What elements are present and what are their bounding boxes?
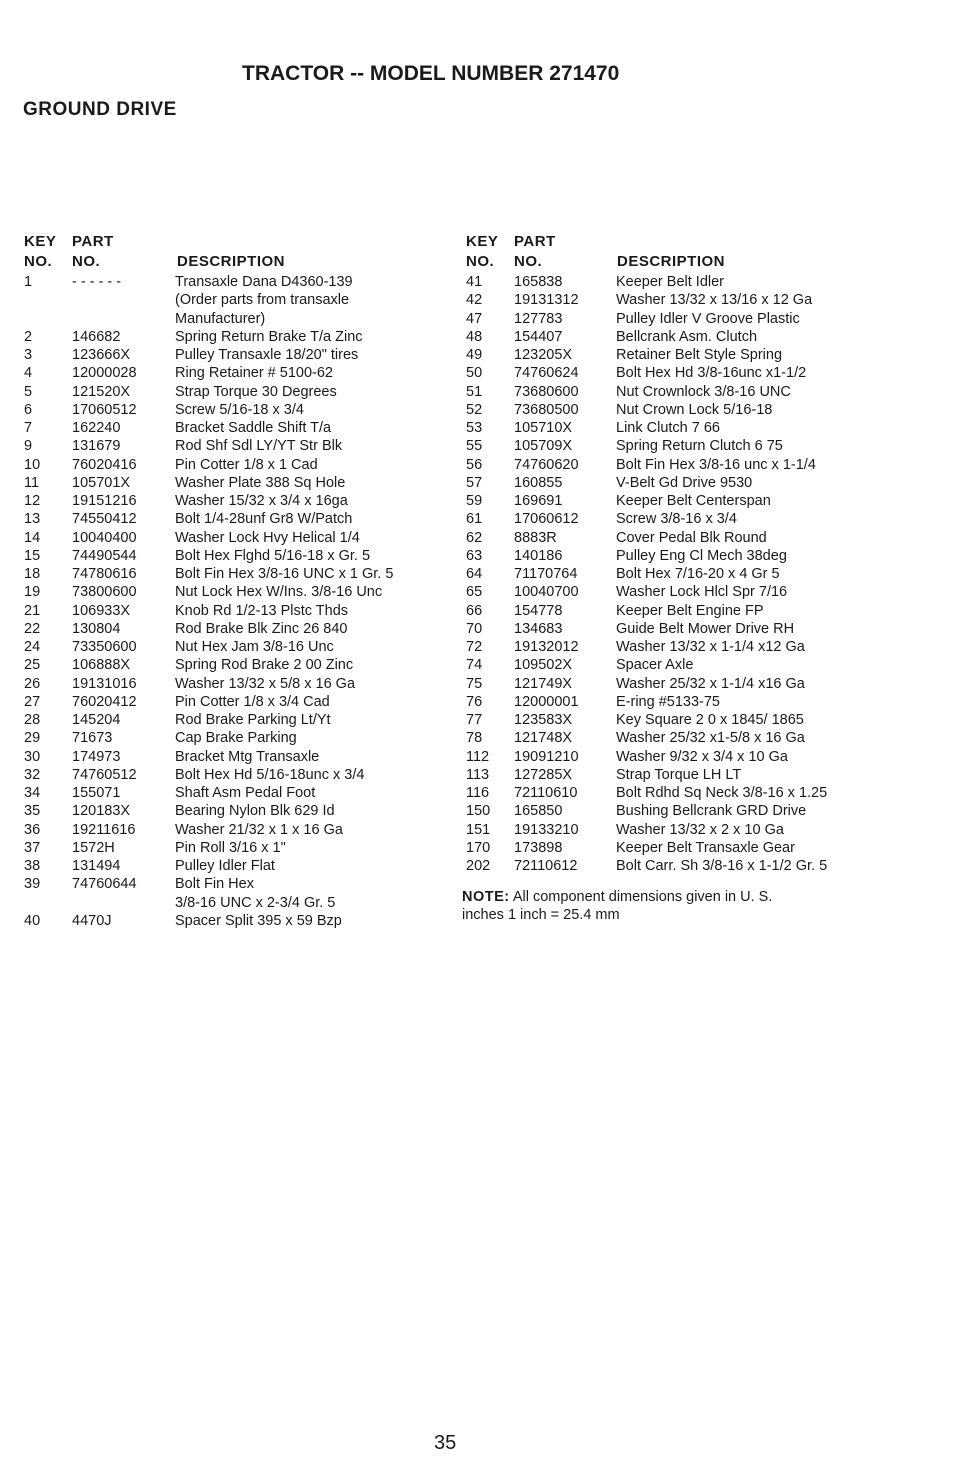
table-row: [22, 912, 442, 930]
description-cell: Nut Hex Jam 3/8-16 Unc: [175, 639, 334, 655]
table-row: [22, 711, 442, 729]
description-cell: Washer Lock Hvy Helical 1/4: [175, 529, 360, 546]
description-cell: Nut Crown Lock 5/16-18: [616, 401, 773, 418]
key-no-cell: 42: [466, 292, 483, 309]
description-cell: Nut Crownlock 3/8-16 UNC: [616, 383, 791, 400]
description-cell: Bolt Fin Hex 3/8-16 unc x 1-1/4: [616, 456, 816, 473]
part-no-cell: 19133210: [514, 821, 579, 838]
description-cell: Cap Brake Parking: [175, 730, 297, 747]
table-row: [22, 364, 442, 382]
part-no-cell: 105701X: [72, 474, 131, 491]
part-no-cell: 154778: [514, 602, 563, 619]
part-no-cell: 74490544: [72, 547, 137, 564]
table-row: [464, 839, 904, 857]
table-row: [464, 310, 904, 328]
rows-right: [464, 273, 904, 875]
key-no-cell: 62: [466, 529, 483, 546]
table-row: [22, 456, 442, 474]
description-cell: Rod Brake Blk Zinc 26 840: [175, 620, 348, 637]
part-header: PART: [72, 233, 114, 250]
key-no-cell: 65: [466, 584, 483, 601]
table-row: [464, 748, 904, 766]
key-no-cell: 116: [466, 785, 490, 801]
description-cell: Washer 25/32 x 1-1/4 x16 Ga: [616, 675, 805, 692]
part-no-cell: 19131312: [514, 292, 579, 309]
part-no-cell: 131494: [72, 858, 121, 874]
key-no-cell: 34: [24, 785, 41, 801]
part-no-cell: 105709X: [514, 438, 573, 455]
table-row: [464, 474, 904, 492]
key-no-cell: 202: [466, 858, 491, 874]
table-row: [22, 675, 442, 693]
key-no-cell: 35: [24, 803, 41, 820]
part-no-cell: 120183X: [72, 803, 131, 820]
note-label: NOTE:: [462, 889, 510, 905]
description-cell: Spring Return Clutch 6 75: [616, 438, 783, 455]
part-no-cell: 154407: [514, 328, 563, 345]
table-row: [22, 857, 442, 875]
page-title: TRACTOR -- MODEL NUMBER 271470: [242, 62, 620, 85]
key-no-cell: 21: [24, 602, 41, 619]
part-no-cell: 155071: [72, 785, 121, 801]
description-cell: Bolt 1/4-28unf Gr8 W/Patch: [175, 511, 353, 528]
description-cell: Bolt Carr. Sh 3/8-16 x 1-1/2 Gr. 5: [616, 858, 828, 874]
table-row: [464, 602, 904, 620]
table-row: [22, 346, 442, 364]
table-row: [22, 328, 442, 346]
description-cell: Shaft Asm Pedal Foot: [175, 785, 316, 801]
part-no-cell: 173898: [514, 839, 563, 856]
part-no-cell: 8883R: [514, 529, 557, 546]
key-no-cell: 77: [466, 712, 483, 728]
description-cell: Washer Plate 388 Sq Hole: [175, 474, 346, 491]
table-row: [22, 821, 442, 839]
description-cell: Pulley Transaxle 18/20" tires: [175, 347, 359, 363]
description-cell: Washer Lock Hlcl Spr 7/16: [616, 584, 788, 601]
table-row: [464, 328, 904, 346]
table-row: [22, 401, 442, 419]
part-no-cell: 19132012: [514, 639, 579, 655]
key-no-cell: 78: [466, 730, 483, 747]
part-no-cell: 127285X: [514, 766, 573, 783]
description-cell: Guide Belt Mower Drive RH: [616, 620, 795, 637]
part-no-cell: 146682: [72, 328, 121, 345]
table-row: [22, 875, 442, 893]
description-cell: Cover Pedal Blk Round: [616, 529, 767, 546]
part-no-cell: 145204: [72, 712, 121, 728]
key-no-cell: 1: [24, 274, 33, 290]
description-cell: Bolt Hex 7/16-20 x 4 Gr 5: [616, 566, 780, 582]
description-cell: Bolt Hex Flghd 5/16-18 x Gr. 5: [175, 547, 371, 564]
table-row: [22, 839, 442, 857]
key-no-cell: 53: [466, 420, 483, 436]
description-cell: Bellcrank Asm. Clutch: [616, 328, 758, 345]
description-cell: Bearing Nylon Blk 629 Id: [175, 803, 335, 820]
table-row: [464, 784, 904, 802]
table-row: [22, 766, 442, 784]
part-no-cell: 160855: [514, 474, 563, 491]
part-no-cell: 19151216: [72, 493, 137, 509]
key-no-cell: 52: [466, 401, 483, 418]
part-no-cell: 134683: [514, 620, 563, 637]
description-cell: Pulley Idler Flat: [175, 858, 275, 874]
part-no-cell: 123666X: [72, 347, 131, 363]
description-cell: Bolt Fin Hex 3/8-16 UNC x 1 Gr. 5: [175, 566, 394, 582]
table-row: [464, 711, 904, 729]
table-row: [22, 894, 442, 912]
key-no-cell: 72: [466, 639, 483, 655]
key-no-cell: 7: [24, 420, 33, 436]
table-header-left: [22, 233, 442, 273]
key-no-cell: 50: [466, 365, 483, 382]
part-no-cell: 106888X: [72, 657, 131, 674]
table-row: [22, 437, 442, 455]
key-no-cell: 22: [24, 620, 41, 637]
table-row: [22, 529, 442, 547]
table-row: [464, 273, 904, 291]
key-no-cell: 151: [466, 821, 491, 838]
part-no-cell: 19131016: [72, 675, 137, 692]
key-no-cell: 24: [24, 639, 41, 655]
description-cell: Pin Cotter 1/8 x 3/4 Cad: [175, 693, 330, 710]
part-no-cell: 19091210: [514, 748, 579, 765]
description-cell: Bushing Bellcrank GRD Drive: [616, 803, 807, 820]
description-cell: Rod Brake Parking Lt/Yt: [175, 712, 331, 728]
description-cell: Bracket Mtg Transaxle: [175, 748, 320, 765]
table-row: [22, 620, 442, 638]
part-no-cell: 105710X: [514, 420, 573, 436]
key-no-cell: 59: [466, 493, 483, 509]
key-no-cell: 74: [466, 657, 483, 674]
table-row: [22, 656, 442, 674]
part-header: PART: [514, 233, 556, 250]
table-row: [22, 638, 442, 656]
description-cell: Manufacturer): [175, 310, 266, 327]
key-no-cell: 3: [24, 347, 33, 363]
part-no-header: NO.: [72, 253, 101, 270]
description-cell: Bolt Rdhd Sq Neck 3/8-16 x 1.25: [616, 785, 828, 801]
description-cell: Pulley Eng Cl Mech 38deg: [616, 547, 787, 564]
description-cell: Screw 3/8-16 x 3/4: [616, 511, 737, 528]
key-no-cell: 28: [24, 712, 41, 728]
key-no-cell: 2: [24, 328, 33, 345]
description-cell: Washer 9/32 x 3/4 x 10 Ga: [616, 748, 788, 765]
part-no-cell: 10040400: [72, 529, 137, 546]
part-no-cell: 73800600: [72, 584, 137, 601]
table-row: [22, 802, 442, 820]
part-no-cell: 123583X: [514, 712, 573, 728]
part-no-cell: 121749X: [514, 675, 573, 692]
table-row: [464, 346, 904, 364]
part-no-cell: 174973: [72, 748, 121, 765]
part-no-cell: 165838: [514, 274, 563, 290]
parts-table-right: [464, 233, 904, 875]
part-no-cell: 72110612: [514, 858, 578, 874]
table-row: [464, 437, 904, 455]
description-cell: Key Square 2 0 x 1845/ 1865: [616, 712, 804, 728]
note-line-2: inches 1 inch = 25.4 mm: [462, 907, 620, 923]
part-no-cell: 127783: [514, 310, 563, 327]
description-cell: Washer 13/32 x 13/16 x 12 Ga: [616, 292, 813, 309]
key-no-cell: 48: [466, 328, 483, 345]
key-no-cell: 10: [24, 456, 41, 473]
part-no-cell: 109502X: [514, 657, 573, 674]
table-row: [464, 291, 904, 309]
part-no-cell: 74780616: [72, 566, 137, 582]
description-cell: Spring Return Brake T/a Zinc: [175, 328, 363, 345]
part-no-cell: 10040700: [514, 584, 579, 601]
description-cell: V-Belt Gd Drive 9530: [616, 474, 753, 491]
key-no-cell: 170: [466, 839, 491, 856]
table-row: [464, 510, 904, 528]
description-cell: Link Clutch 7 66: [616, 420, 720, 436]
table-row: [22, 565, 442, 583]
page-number: 35: [434, 1432, 457, 1454]
key-no-cell: 41: [466, 274, 483, 290]
table-row: [22, 729, 442, 747]
key-no-cell: 39: [24, 876, 41, 893]
description-header: DESCRIPTION: [617, 253, 726, 270]
part-no-cell: 72110610: [514, 785, 578, 801]
table-row: [464, 693, 904, 711]
table-row: [22, 510, 442, 528]
key-no-cell: 6: [24, 401, 33, 418]
description-cell: Screw 5/16-18 x 3/4: [175, 401, 304, 418]
description-cell: Retainer Belt Style Spring: [616, 347, 783, 363]
part-no-header: NO.: [514, 253, 543, 270]
table-row: [464, 492, 904, 510]
description-cell: Pin Cotter 1/8 x 1 Cad: [175, 456, 318, 473]
description-cell: Washer 13/32 x 5/8 x 16 Ga: [175, 675, 356, 692]
key-no-cell: 14: [24, 529, 41, 546]
key-no-cell: 61: [466, 511, 483, 528]
table-row: [22, 547, 442, 565]
table-row: [22, 383, 442, 401]
key-no-cell: 15: [24, 547, 41, 564]
part-no-cell: 123205X: [514, 347, 573, 363]
key-no-cell: 49: [466, 347, 483, 363]
table-header-right: [464, 233, 904, 273]
key-no-cell: 26: [24, 675, 41, 692]
key-no-cell: 29: [24, 730, 41, 747]
part-no-cell: 106933X: [72, 602, 131, 619]
part-no-cell: 121520X: [72, 383, 131, 400]
part-no-cell: 73680600: [514, 383, 579, 400]
part-no-cell: 74760624: [514, 365, 579, 382]
key-no-cell: 4: [24, 365, 33, 382]
table-row: [22, 748, 442, 766]
table-row: [464, 583, 904, 601]
part-no-cell: - - - - - -: [72, 274, 122, 290]
dimension-note: [462, 888, 842, 924]
key-no-header: NO.: [466, 253, 495, 270]
description-cell: Knob Rd 1/2-13 Plstc Thds: [175, 602, 349, 619]
key-no-cell: 55: [466, 438, 483, 455]
key-no-header: NO.: [24, 253, 53, 270]
description-cell: Washer 21/32 x 1 x 16 Ga: [175, 821, 343, 838]
description-cell: Bolt Hex Hd 5/16-18unc x 3/4: [175, 766, 365, 783]
description-cell: (Order parts from transaxle: [175, 292, 350, 309]
rows-left: [22, 273, 442, 930]
table-row: [464, 565, 904, 583]
part-no-cell: 74550412: [72, 511, 137, 528]
description-cell: Bracket Saddle Shift T/a: [175, 420, 332, 436]
section-title: GROUND DRIVE: [23, 99, 177, 120]
description-cell: Spacer Axle: [616, 657, 694, 674]
key-no-cell: 56: [466, 456, 483, 473]
description-cell: Nut Lock Hex W/Ins. 3/8-16 Unc: [175, 584, 383, 601]
table-row: [22, 693, 442, 711]
key-no-cell: 9: [24, 438, 33, 455]
table-row: [464, 529, 904, 547]
part-no-cell: 12000001: [514, 693, 579, 710]
table-row: [464, 620, 904, 638]
key-no-cell: 66: [466, 602, 483, 619]
key-no-cell: 63: [466, 547, 483, 564]
table-row: [22, 784, 442, 802]
key-no-cell: 113: [466, 766, 490, 783]
table-row: [464, 656, 904, 674]
description-cell: Keeper Belt Engine FP: [616, 602, 764, 619]
description-cell: Spacer Split 395 x 59 Bzp: [175, 912, 342, 929]
part-no-cell: 73680500: [514, 401, 579, 418]
table-row: [464, 547, 904, 565]
key-no-cell: 27: [24, 693, 41, 710]
part-no-cell: 131679: [72, 438, 121, 455]
description-cell: Pin Roll 3/16 x 1": [175, 839, 286, 856]
table-row: [464, 675, 904, 693]
description-cell: Keeper Belt Transaxle Gear: [616, 839, 795, 856]
part-no-cell: 162240: [72, 420, 121, 436]
key-no-cell: 57: [466, 474, 483, 491]
note-line-1: All component dimensions given in U. S.: [512, 889, 773, 905]
table-row: [22, 419, 442, 437]
key-no-cell: 12: [24, 493, 41, 509]
key-no-cell: 40: [24, 912, 41, 929]
part-no-cell: 76020412: [72, 693, 137, 710]
table-row: [464, 383, 904, 401]
part-no-cell: 73350600: [72, 639, 137, 655]
table-row: [464, 729, 904, 747]
table-row: [22, 492, 442, 510]
description-cell: Bolt Hex Hd 3/8-16unc x1-1/2: [616, 365, 807, 382]
table-row: [22, 273, 442, 291]
key-header: KEY: [24, 233, 57, 250]
description-cell: Washer 25/32 x1-5/8 x 16 Ga: [616, 730, 805, 747]
table-row: [22, 583, 442, 601]
description-cell: Bolt Fin Hex: [175, 876, 254, 893]
description-cell: Rod Shf Sdl LY/YT Str Blk: [175, 438, 343, 455]
key-no-cell: 18: [24, 566, 41, 582]
part-no-cell: 121748X: [514, 730, 573, 747]
key-no-cell: 5: [24, 383, 33, 400]
part-no-cell: 4470J: [72, 912, 112, 929]
description-cell: Washer 13/32 x 1-1/4 x12 Ga: [616, 639, 805, 655]
description-cell: 3/8-16 UNC x 2-3/4 Gr. 5: [175, 894, 336, 911]
part-no-cell: 165850: [514, 803, 563, 820]
key-no-cell: 13: [24, 511, 41, 528]
part-no-cell: 169691: [514, 493, 563, 509]
description-cell: Pulley Idler V Groove Plastic: [616, 310, 800, 327]
key-no-cell: 30: [24, 748, 41, 765]
description-cell: Keeper Belt Centerspan: [616, 493, 771, 509]
table-row: [464, 857, 904, 875]
description-cell: Ring Retainer # 5100-62: [175, 365, 333, 382]
table-row: [464, 419, 904, 437]
part-no-cell: 1572H: [72, 839, 115, 856]
part-no-cell: 74760620: [514, 456, 579, 473]
table-row: [464, 638, 904, 656]
part-no-cell: 19211616: [72, 821, 136, 838]
key-no-cell: 150: [466, 803, 491, 820]
description-cell: Strap Torque 30 Degrees: [175, 383, 337, 400]
key-no-cell: 11: [24, 474, 40, 491]
key-header: KEY: [466, 233, 499, 250]
key-no-cell: 25: [24, 657, 41, 674]
parts-table-left: [22, 233, 442, 930]
part-no-cell: 74760644: [72, 876, 137, 893]
description-cell: Keeper Belt Idler: [616, 274, 725, 290]
table-row: [464, 802, 904, 820]
table-row: [22, 474, 442, 492]
key-no-cell: 36: [24, 821, 41, 838]
part-no-cell: 140186: [514, 547, 563, 564]
part-no-cell: 17060612: [514, 511, 579, 528]
key-no-cell: 38: [24, 858, 41, 874]
part-no-cell: 74760512: [72, 766, 137, 783]
part-no-cell: 71170764: [514, 566, 578, 582]
key-no-cell: 75: [466, 675, 483, 692]
key-no-cell: 51: [466, 383, 483, 400]
description-cell: E-ring #5133-75: [616, 693, 720, 710]
table-row: [464, 456, 904, 474]
table-row: [22, 602, 442, 620]
key-no-cell: 64: [466, 566, 483, 582]
part-no-cell: 71673: [72, 730, 113, 747]
table-row: [464, 364, 904, 382]
key-no-cell: 112: [466, 748, 490, 765]
description-cell: Transaxle Dana D4360-139: [175, 274, 353, 290]
key-no-cell: 37: [24, 839, 41, 856]
part-no-cell: 17060512: [72, 401, 137, 418]
description-cell: Spring Rod Brake 2 00 Zinc: [175, 657, 354, 674]
part-no-cell: 12000028: [72, 365, 137, 382]
part-no-cell: 130804: [72, 620, 121, 637]
table-row: [22, 310, 442, 328]
table-row: [22, 291, 442, 309]
key-no-cell: 32: [24, 766, 41, 783]
description-cell: Washer 15/32 x 3/4 x 16ga: [175, 493, 348, 509]
description-cell: Washer 13/32 x 2 x 10 Ga: [616, 821, 784, 838]
description-cell: Strap Torque LH LT: [616, 766, 742, 783]
key-no-cell: 70: [466, 620, 483, 637]
part-no-cell: 76020416: [72, 456, 137, 473]
table-row: [464, 766, 904, 784]
table-row: [464, 821, 904, 839]
key-no-cell: 19: [24, 584, 41, 601]
key-no-cell: 76: [466, 693, 483, 710]
table-row: [464, 401, 904, 419]
key-no-cell: 47: [466, 310, 483, 327]
description-header: DESCRIPTION: [177, 253, 286, 270]
